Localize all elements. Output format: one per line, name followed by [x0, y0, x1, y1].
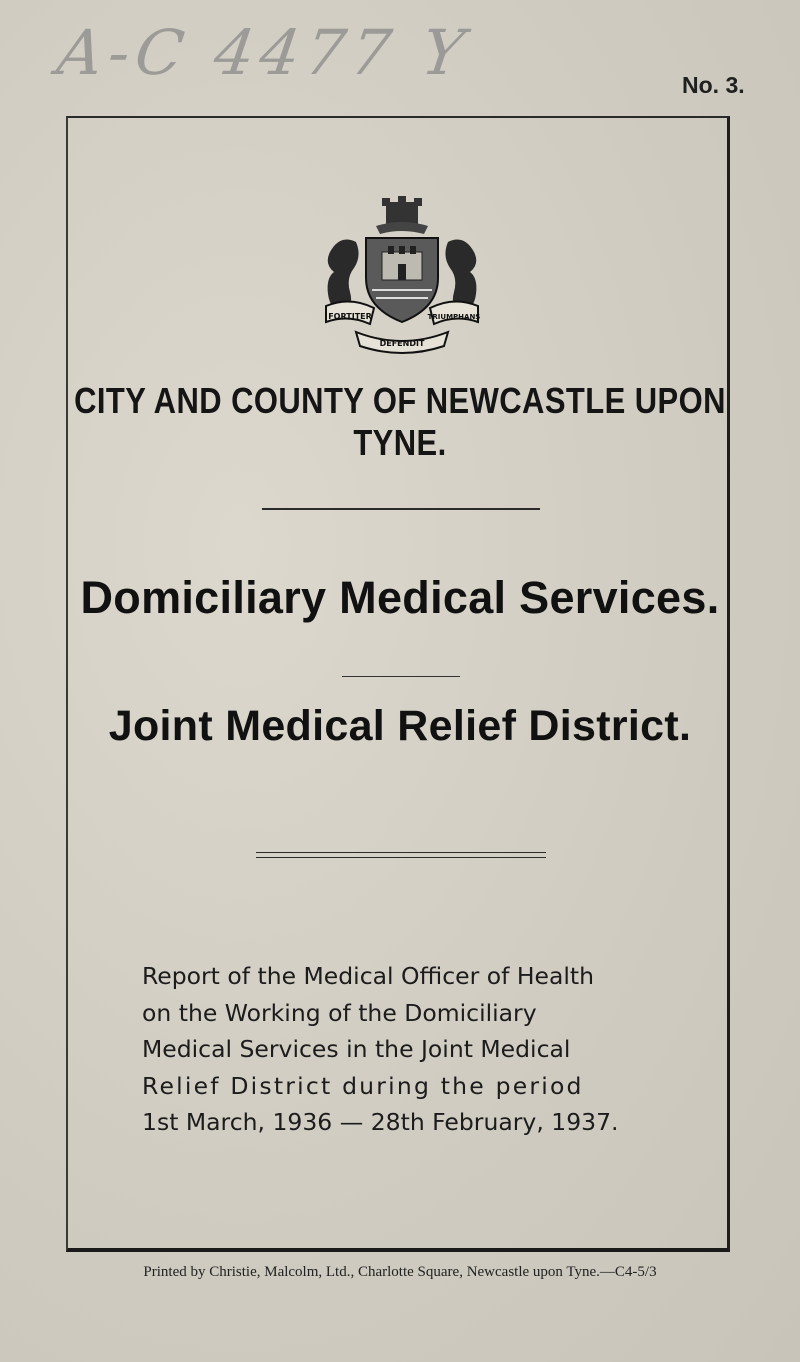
printer-imprint: Printed by Christie, Malcolm, Ltd., Charlotte Square, Newcastle upon Tyne.—C4-5/3	[143, 1264, 657, 1280]
report-line-3: Medical Services in the Joint Medical	[142, 1035, 571, 1063]
city-title: CITY AND COUNTY OF NEWCASTLE UPON TYNE.	[74, 380, 726, 463]
divider-double-b	[256, 857, 546, 858]
crest-motto-right: TRIUMPHANS	[427, 313, 481, 321]
main-title: Domiciliary Medical Services.	[80, 572, 720, 623]
report-description	[142, 958, 662, 1141]
coat-of-arms-crest-icon	[322, 194, 482, 356]
subtitle: Joint Medical Relief District.	[108, 702, 692, 750]
crest-motto-left: FORTITER	[328, 312, 372, 321]
report-line-4: Relief District during the period	[142, 1071, 584, 1100]
report-line-5: 1st March, 1936 — 28th February, 1937.	[142, 1108, 619, 1136]
divider-double-a	[256, 852, 546, 853]
divider-middle	[342, 676, 460, 677]
divider-top	[262, 508, 540, 510]
report-line-2: on the Working of the Domiciliary	[142, 998, 537, 1027]
report-line-1: Report of the Medical Officer of Health	[142, 962, 595, 990]
handwritten-reference: A-C 4477 Y	[52, 16, 475, 89]
crest-motto-center: DEFENDIT	[379, 339, 425, 348]
document-number: No. 3.	[682, 72, 745, 98]
